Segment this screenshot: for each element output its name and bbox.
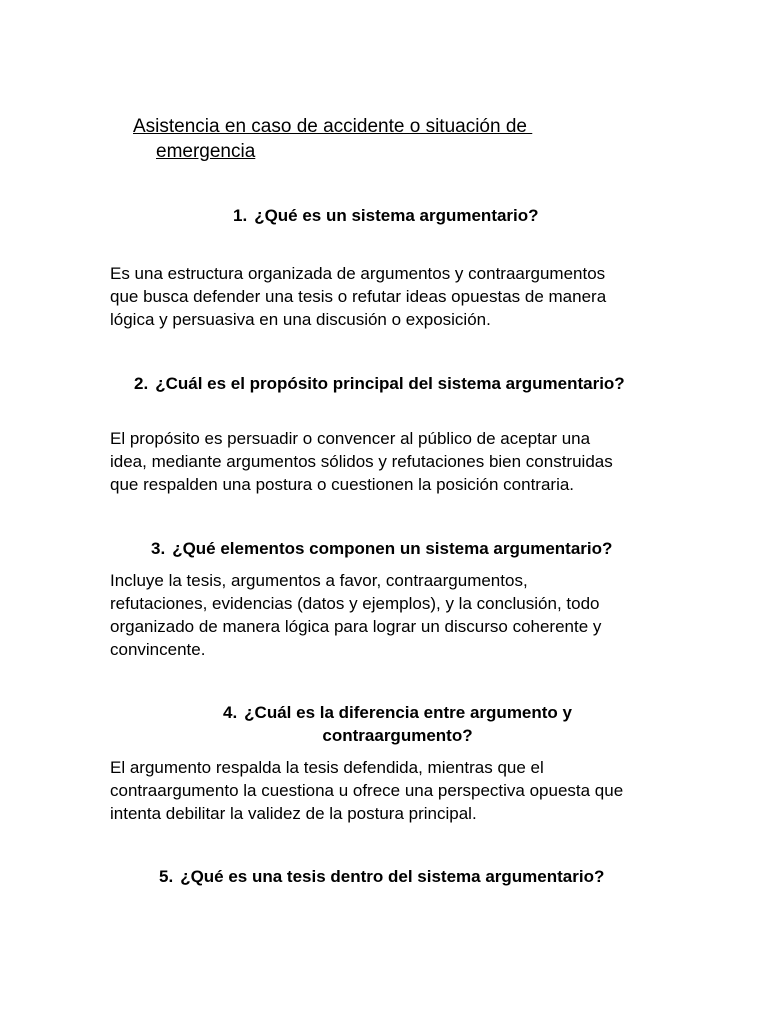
answer-4-paragraph [110,756,670,825]
answer-2-paragraph [110,427,670,496]
question-number: 5. [159,867,174,886]
answer-line: idea, mediante argumentos sólidos y refutaciones bien construidas [110,452,613,471]
question-2-heading [134,372,625,395]
answer-line: convincente. [110,640,206,659]
question-1-heading [233,204,539,227]
question-text: ¿Qué es un sistema argumentario? [254,206,539,225]
question-3-heading [151,537,612,560]
answer-3-paragraph [110,569,670,661]
answer-line: que busca defender una tesis o refutar ideas opuestas de manera [110,287,607,306]
document-title-line-2: emergencia [156,141,256,162]
question-5-heading [159,865,604,888]
answer-1-paragraph [110,262,670,331]
document-title [133,114,653,164]
question-text: ¿Cuál es la diferencia entre argumento y [244,703,572,722]
question-number: 4. [222,703,238,722]
question-number: 3. [151,539,166,558]
answer-line: Incluye la tesis, argumentos a favor, contraargumentos, [110,571,528,590]
question-text-continuation: contraargumento? [322,726,473,745]
answer-line: lógica y persuasiva en una discusión o exposición. [110,310,491,329]
question-number: 2. [134,374,149,393]
answer-line: Es una estructura organizada de argumentos y contraargumentos [110,264,606,283]
answer-line: refutaciones, evidencias (datos y ejemplos), y la conclusión, todo [110,594,600,613]
question-number: 1. [233,206,248,225]
document-title-line-1: Asistencia en caso de accidente o situación de [133,116,533,137]
answer-line: intenta debilitar la validez de la postura principal. [110,804,477,823]
question-text: ¿Qué elementos componen un sistema argumentario? [172,539,613,558]
question-4-heading [200,701,595,747]
question-line [200,701,595,724]
question-text: ¿Cuál es el propósito principal del sistema argumentario? [155,374,625,393]
answer-line: que respalden una postura o cuestionen la posición contraria. [110,475,575,494]
answer-line: El argumento respalda la tesis defendida, mientras que el [110,758,544,777]
answer-line: contraargumento la cuestiona u ofrece una perspectiva opuesta que [110,781,624,800]
answer-line: organizado de manera lógica para lograr un discurso coherente y [110,617,602,636]
question-text: ¿Qué es una tesis dentro del sistema argumentario? [180,867,605,886]
answer-line: El propósito es persuadir o convencer al público de aceptar una [110,429,591,448]
